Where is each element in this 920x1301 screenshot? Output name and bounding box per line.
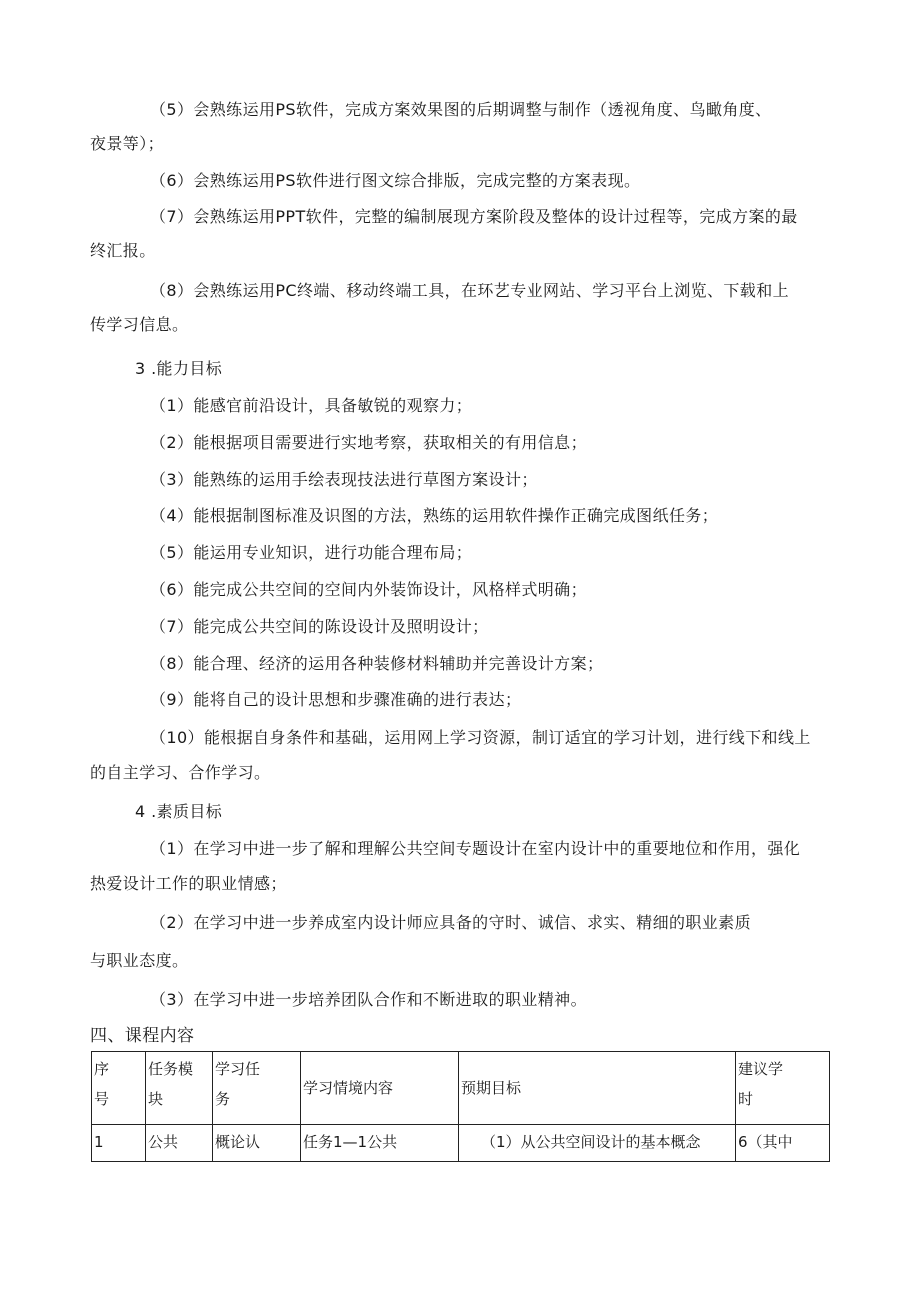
course-content-table: [91, 1051, 830, 1162]
text-line: （2）能根据项目需要进行实地考察，获取相关的有用信息；: [150, 433, 587, 452]
text-line: （2）在学习中进一步养成室内设计师应具备的守时、诚信、求实、精细的职业素质: [150, 913, 751, 932]
table-cell: 公共: [146, 1125, 213, 1162]
text-line: 传学习信息。: [90, 315, 189, 334]
text-line: （8）会熟练运用PC终端、移动终端工具，在环艺专业网站、学习平台上浏览、下载和上: [150, 281, 790, 300]
header-cell-seq: 序 号: [92, 1052, 146, 1125]
text-line: 的自主学习、合作学习。: [90, 763, 271, 782]
table-row: [92, 1125, 830, 1162]
header-cell-goal: 预期目标: [459, 1052, 736, 1125]
text-line: （7）能完成公共空间的陈设设计及照明设计；: [150, 617, 489, 636]
header-cell-context: 学习情境内容: [301, 1052, 459, 1125]
header-cell-hours: 建议学 时: [736, 1052, 830, 1125]
table-cell: 6（其中: [736, 1125, 830, 1162]
text-line: （8）能合理、经济的运用各种装修材料辅助并完善设计方案；: [150, 654, 604, 673]
text-line: 终汇报。: [90, 241, 156, 260]
text-line: （6）能完成公共空间的空间内外装饰设计，风格样式明确；: [150, 580, 587, 599]
text-line: （7）会熟练运用PPT软件，完整的编制展现方案阶段及整体的设计过程等，完成方案的最: [150, 207, 798, 226]
section-heading: 4 .素质目标: [135, 802, 223, 821]
text-line: （5）能运用专业知识，进行功能合理布局；: [150, 543, 473, 562]
text-line: （1）在学习中进一步了解和理解公共空间专题设计在室内设计中的重要地位和作用，强化: [150, 839, 801, 858]
table-cell: 任务1—1公共: [301, 1125, 459, 1162]
text-line: 与职业态度。: [90, 951, 189, 970]
chapter-heading: 四、课程内容: [90, 1026, 195, 1046]
text-line: （10）能根据自身条件和基础，运用网上学习资源，制订适宜的学习计划，进行线下和线上: [150, 728, 811, 747]
text-line: （1）能感官前沿设计，具备敏锐的观察力；: [150, 396, 473, 415]
table-cell: 概论认: [213, 1125, 301, 1162]
text-line: （9）能将自己的设计思想和步骤准确的进行表达；: [150, 690, 522, 709]
text-line: （3）在学习中进一步培养团队合作和不断进取的职业精神。: [150, 990, 587, 1009]
table-cell: 1: [92, 1125, 146, 1162]
text-line: 热爱设计工作的职业情感；: [90, 874, 287, 893]
table-header-row: [92, 1052, 830, 1125]
header-cell-task: 学习任 务: [213, 1052, 301, 1125]
text-line: （5）会熟练运用PS软件，完成方案效果图的后期调整与制作（透视角度、鸟瞰角度、: [150, 100, 772, 119]
section-heading: 3 .能力目标: [135, 359, 223, 378]
text-line: （4）能根据制图标准及识图的方法，熟练的运用软件操作正确完成图纸任务；: [150, 506, 719, 525]
text-line: （6）会熟练运用PS软件进行图文综合排版，完成完整的方案表现。: [150, 171, 641, 190]
table-cell: （1）从公共空间设计的基本概念: [459, 1125, 736, 1162]
text-line: 夜景等）；: [90, 134, 165, 153]
text-line: （3）能熟练的运用手绘表现技法进行草图方案设计；: [150, 470, 538, 489]
header-cell-module: 任务模 块: [146, 1052, 213, 1125]
